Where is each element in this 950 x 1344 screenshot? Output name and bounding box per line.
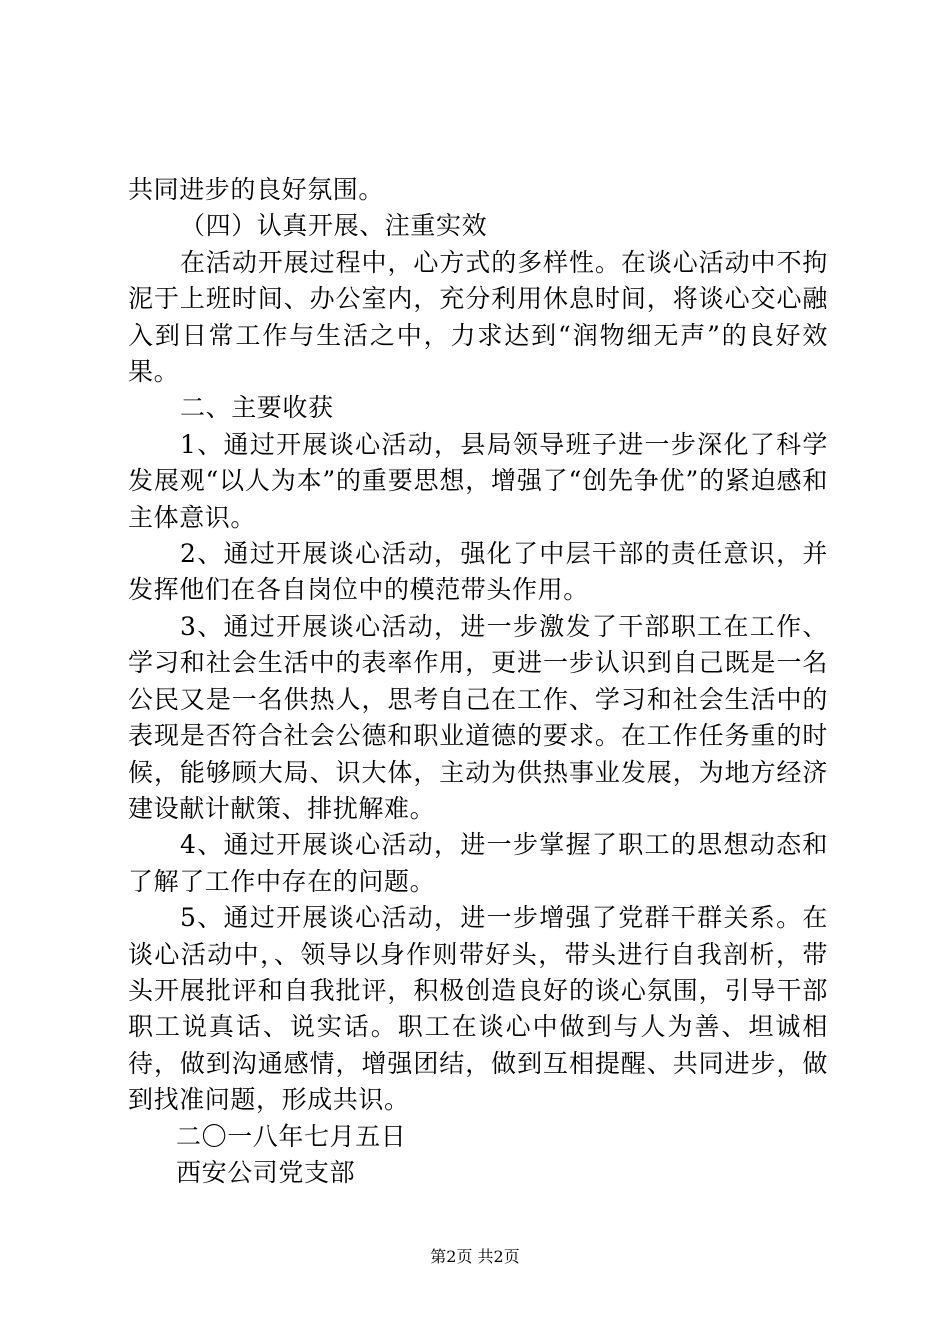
section-heading: （四）认真开展、注重实效 bbox=[180, 211, 488, 241]
list-item: 1、通过开展谈心活动，县局领导班子进一步深化了科学发展观“以人为本”的重要思想，增强了“创先争优”的紧迫感和主体意识。 bbox=[128, 429, 828, 532]
signature-date: 二〇一八年七月五日 bbox=[176, 1121, 407, 1151]
page-footer bbox=[0, 1244, 950, 1267]
document-body bbox=[128, 172, 828, 1191]
paragraph: 共同进步的良好氛围。 bbox=[128, 175, 385, 204]
list-item: 2、通过开展谈心活动，强化了中层干部的责任意识，并发挥他们在各自岗位中的模范带头作用。 bbox=[128, 539, 828, 605]
list-item: 3、通过开展谈心活动，进一步激发了干部职工在工作、学习和社会生活中的表率作用，更进一步认识到自己既是一名公民又是一名供热人，思考自己在工作、学习和社会生活中的表现是否符合社会公德和职业道德的要求。在工作任务重的时候，能够顾大局、识大体，主动为供热事业发展，为地方经济建设献计献策、排扰解难。 bbox=[128, 611, 828, 823]
paragraph: 在活动开展过程中，心方式的多样性。在谈心活动中不拘泥于上班时间、办公室内，充分利用休息时间，将谈心交心融入到日常工作与生活之中，力求达到“润物细无声”的良好效果。 bbox=[128, 247, 828, 387]
section-heading: 二、主要收获 bbox=[180, 393, 334, 423]
signature-organization: 西安公司党支部 bbox=[176, 1157, 356, 1187]
page-number: 第2页 共2页 bbox=[430, 1247, 520, 1266]
list-item: 5、通过开展谈心活动，进一步增强了党群干群关系。在谈心活动中，、领导以身作则带好头，带头进行自我剖析，带头开展批评和自我批评，积极创造良好的谈心氛围，引导干部职工说真话、说实话。职工在谈心中做到与人为善、坦诚相待，做到沟通感情，增强团结，做到互相提醒、共同进步，做到找准问题，形成共识。 bbox=[128, 903, 828, 1115]
list-item: 4、通过开展谈心活动，进一步掌握了职工的思想动态和了解了工作中存在的问题。 bbox=[128, 830, 828, 896]
